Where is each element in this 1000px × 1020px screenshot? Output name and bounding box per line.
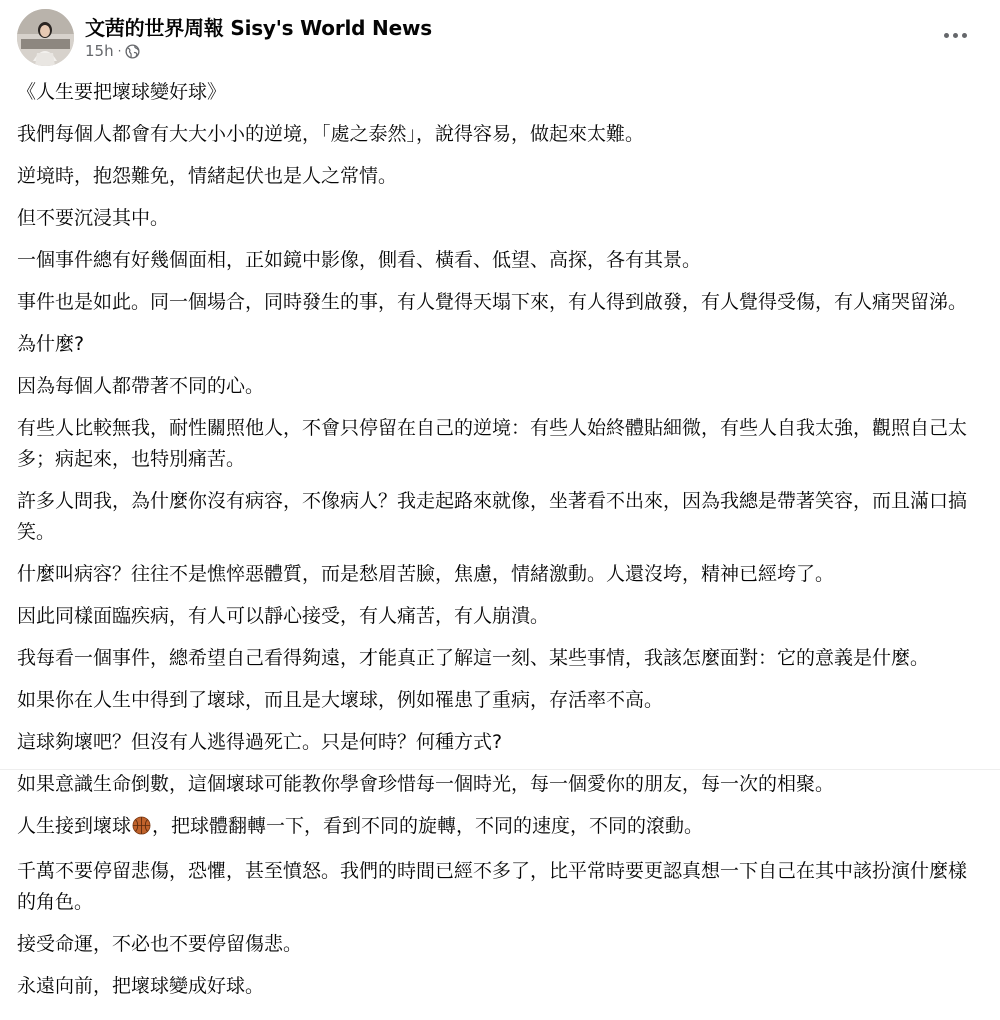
paragraph: 事件也是如此。同一個場合，同時發生的事，有人覺得天塌下來，有人得到啟發，有人覺得受傷，有人痛哭留涕。	[17, 291, 968, 313]
globe-icon[interactable]	[125, 44, 140, 59]
paragraph-text-after: ，把球體翻轉一下，看到不同的旋轉，不同的速度，不同的滾動。	[152, 815, 704, 837]
paragraph: 一個事件總有好幾個面相，正如鏡中影像，側看、橫看、低望、高探，各有其景。	[17, 249, 702, 271]
meta-separator: ·	[117, 44, 122, 58]
paragraph: 許多人問我，為什麼你沒有病容，不像病人？我走起路來就像，坐著看不出來，因為我總是帶著笑容，而且滿口搞笑。	[17, 490, 968, 543]
paragraph-text-before: 人生接到壞球	[17, 815, 132, 837]
paragraph: 什麼叫病容？往往不是憔悴惡體質，而是愁眉苦臉，焦慮，情緒激動。人還沒垮，精神已經垮了。	[17, 563, 835, 585]
paragraph: 但不要沉浸其中。	[17, 207, 170, 229]
post-body	[17, 77, 983, 1013]
post-timestamp[interactable]: 15h	[85, 42, 114, 60]
paragraph: 接受命運，不必也不要停留傷悲。	[17, 933, 303, 955]
screenshot-seam-divider	[0, 769, 1000, 770]
post-title: 《人生要把壞球變好球》	[17, 81, 227, 103]
paragraph: 如果意識生命倒數，這個壞球可能教你學會珍惜每一個時光，每一個愛你的朋友，每一次的相聚。	[17, 773, 835, 795]
paragraph-with-emoji	[17, 811, 983, 845]
author-name[interactable]: 文茜的世界周報 Sisy's World News	[85, 16, 432, 40]
reactions-peek-icon	[17, 1012, 217, 1020]
post-meta	[85, 42, 140, 60]
paragraph: 因為每個人都帶著不同的心。	[17, 375, 265, 397]
basketball-icon	[132, 814, 151, 845]
more-options-icon	[944, 33, 949, 38]
author-avatar[interactable]	[17, 9, 74, 66]
paragraph: 如果你在人生中得到了壞球，而且是大壞球，例如罹患了重病，存活率不高。	[17, 689, 664, 711]
post-header	[17, 9, 983, 69]
paragraph: 這球夠壞吧？但沒有人逃得過死亡。只是何時？何種方式?	[17, 731, 503, 753]
paragraph: 我們每個人都會有大大小小的逆境，「處之泰然」，說得容易，做起來太難。	[17, 123, 645, 145]
paragraph: 因此同樣面臨疾病，有人可以靜心接受，有人痛苦，有人崩潰。	[17, 605, 550, 627]
paragraph: 逆境時，抱怨難免，情緒起伏也是人之常情。	[17, 165, 398, 187]
reactions-bar-peek	[17, 1012, 217, 1020]
paragraph: 我每看一個事件，總希望自己看得夠遠，才能真正了解這一刻、某些事情，我該怎麼面對：它的意義是什麼。	[17, 647, 930, 669]
paragraph: 有些人比較無我，耐性關照他人，不會只停留在自己的逆境：有些人始終體貼細微，有些人自我太強，觀照自己太多；病起來，也特別痛苦。	[17, 417, 968, 470]
paragraph: 為什麼?	[17, 333, 85, 355]
avatar-photo	[17, 9, 74, 66]
paragraph: 永遠向前，把壞球變成好球。	[17, 975, 265, 997]
paragraph: 千萬不要停留悲傷，恐懼，甚至憤怒。我們的時間已經不多了，比平常時要更認真想一下自己在其中該扮演什麼樣的角色。	[17, 860, 968, 913]
more-options-button[interactable]	[937, 23, 973, 47]
